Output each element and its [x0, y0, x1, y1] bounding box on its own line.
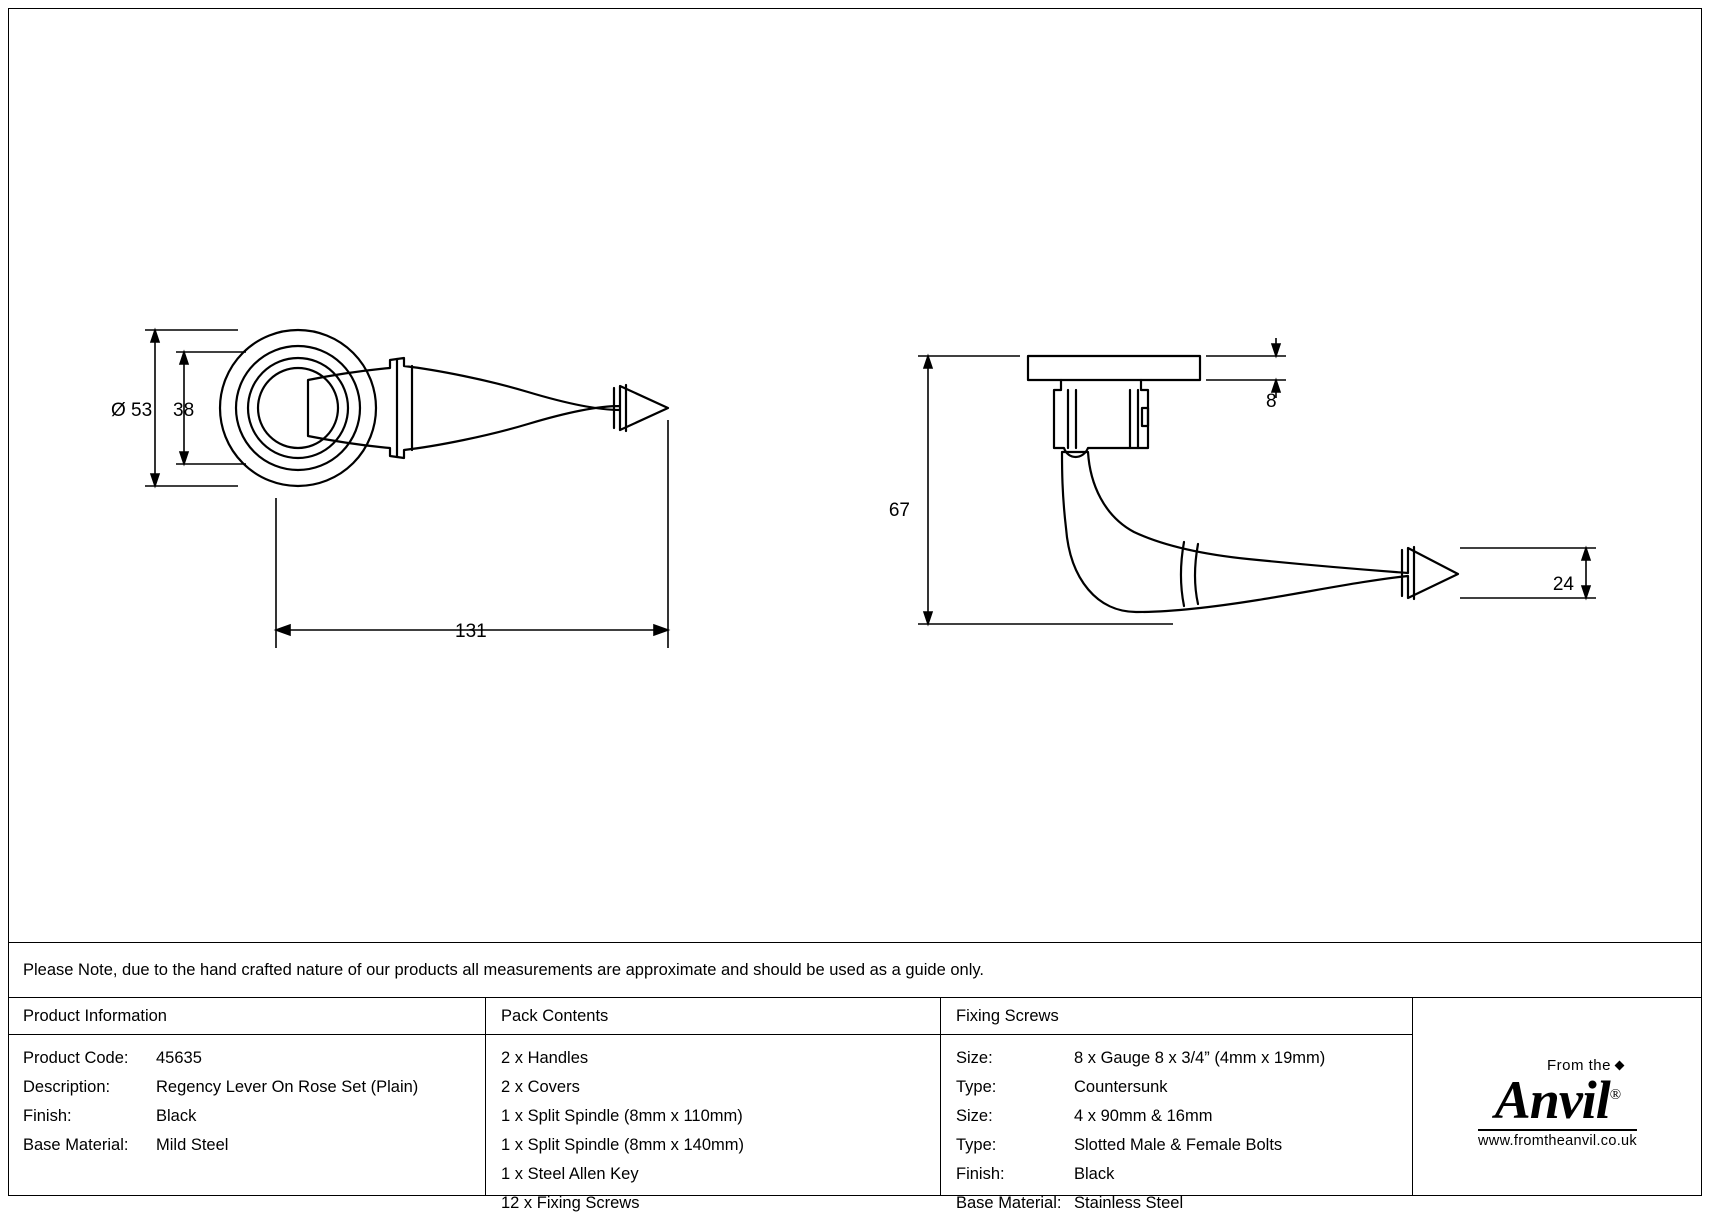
- list-item: 1 x Steel Allen Key: [501, 1165, 639, 1183]
- brand-logo-column: [1413, 998, 1702, 1196]
- row-value: 45635: [156, 1049, 202, 1067]
- table-row: [23, 1131, 485, 1160]
- row-label: Base Material:: [23, 1136, 129, 1154]
- dim-lever-length: 131: [455, 621, 487, 642]
- logo-website-url: www.fromtheanvil.co.uk: [1478, 1129, 1637, 1149]
- row-label: Description:: [23, 1078, 111, 1096]
- dim-lever-height: 24: [1552, 574, 1574, 595]
- info-table: [8, 998, 1702, 1212]
- row-value: Mild Steel: [156, 1136, 229, 1154]
- list-item: 12 x Fixing Screws: [501, 1194, 640, 1212]
- table-row: [23, 1044, 485, 1073]
- table-row: [956, 1044, 1412, 1073]
- row-value: Countersunk: [1074, 1078, 1168, 1096]
- fixing-screws-heading: Fixing Screws: [941, 998, 1412, 1035]
- row-value: Black: [156, 1107, 197, 1125]
- row-label: Type:: [956, 1136, 997, 1154]
- fixing-screws-body: [941, 1035, 1412, 1218]
- row-label: Type:: [956, 1078, 997, 1096]
- row-label: Size:: [956, 1107, 993, 1125]
- registered-trademark-icon: ®: [1609, 1086, 1621, 1103]
- row-value: Regency Lever On Rose Set (Plain): [156, 1078, 419, 1096]
- row-label: Product Code:: [23, 1049, 129, 1067]
- row-value: Stainless Steel: [1074, 1194, 1184, 1212]
- product-information-heading: Product Information: [8, 998, 485, 1035]
- logo-anvil-wordmark: [1478, 1069, 1637, 1130]
- measurement-note-text: Please Note, due to the hand crafted nature of our products all measurements are approximate and should be used as a guide only.: [23, 960, 984, 979]
- table-row: [23, 1073, 485, 1102]
- row-label: Finish:: [956, 1165, 1005, 1183]
- rose-outer: [220, 330, 376, 486]
- table-row: [956, 1073, 1412, 1102]
- row-value: Slotted Male & Female Bolts: [1074, 1136, 1283, 1154]
- lever-side: [1062, 452, 1458, 612]
- dim-rose-diameter: Ø 53: [111, 400, 153, 421]
- fixing-screws-column: [941, 998, 1413, 1212]
- table-row: [956, 1131, 1412, 1160]
- row-label: Size:: [956, 1049, 993, 1067]
- diamond-icon: [1615, 1060, 1625, 1070]
- list-item: 1 x Split Spindle (8mm x 110mm): [501, 1107, 743, 1125]
- row-label: Finish:: [23, 1107, 72, 1125]
- row-label: Base Material:: [956, 1194, 1062, 1212]
- pack-contents-heading: Pack Contents: [486, 998, 940, 1035]
- row-value: 4 x 90mm & 16mm: [1074, 1107, 1213, 1125]
- list-item: 2 x Handles: [501, 1049, 589, 1067]
- list-item: 2 x Covers: [501, 1078, 580, 1096]
- logo-from-the-text: From the: [1546, 1056, 1611, 1074]
- list-item: 1 x Split Spindle (8mm x 140mm): [501, 1136, 744, 1154]
- pack-contents-body: [486, 1035, 940, 1218]
- product-information-column: [8, 998, 486, 1196]
- dim-rose-depth: 38: [173, 400, 195, 421]
- table-row: [956, 1102, 1412, 1131]
- logo-anvil-text: Anvil: [1494, 1069, 1610, 1130]
- table-row: [23, 1102, 485, 1131]
- brand-logo: [1413, 998, 1702, 1196]
- row-value: Black: [1074, 1165, 1115, 1183]
- row-value: 8 x Gauge 8 x 3/4” (4mm x 19mm): [1074, 1049, 1326, 1067]
- product-information-body: [8, 1035, 485, 1160]
- measurement-note: [8, 942, 1702, 998]
- dim-projection: 67: [888, 500, 910, 521]
- rose-side: [1028, 356, 1200, 380]
- dim-backplate-thickness: 8: [1266, 391, 1277, 412]
- technical-drawing: [8, 8, 1702, 942]
- table-row: [956, 1160, 1412, 1189]
- pack-contents-column: [486, 998, 941, 1212]
